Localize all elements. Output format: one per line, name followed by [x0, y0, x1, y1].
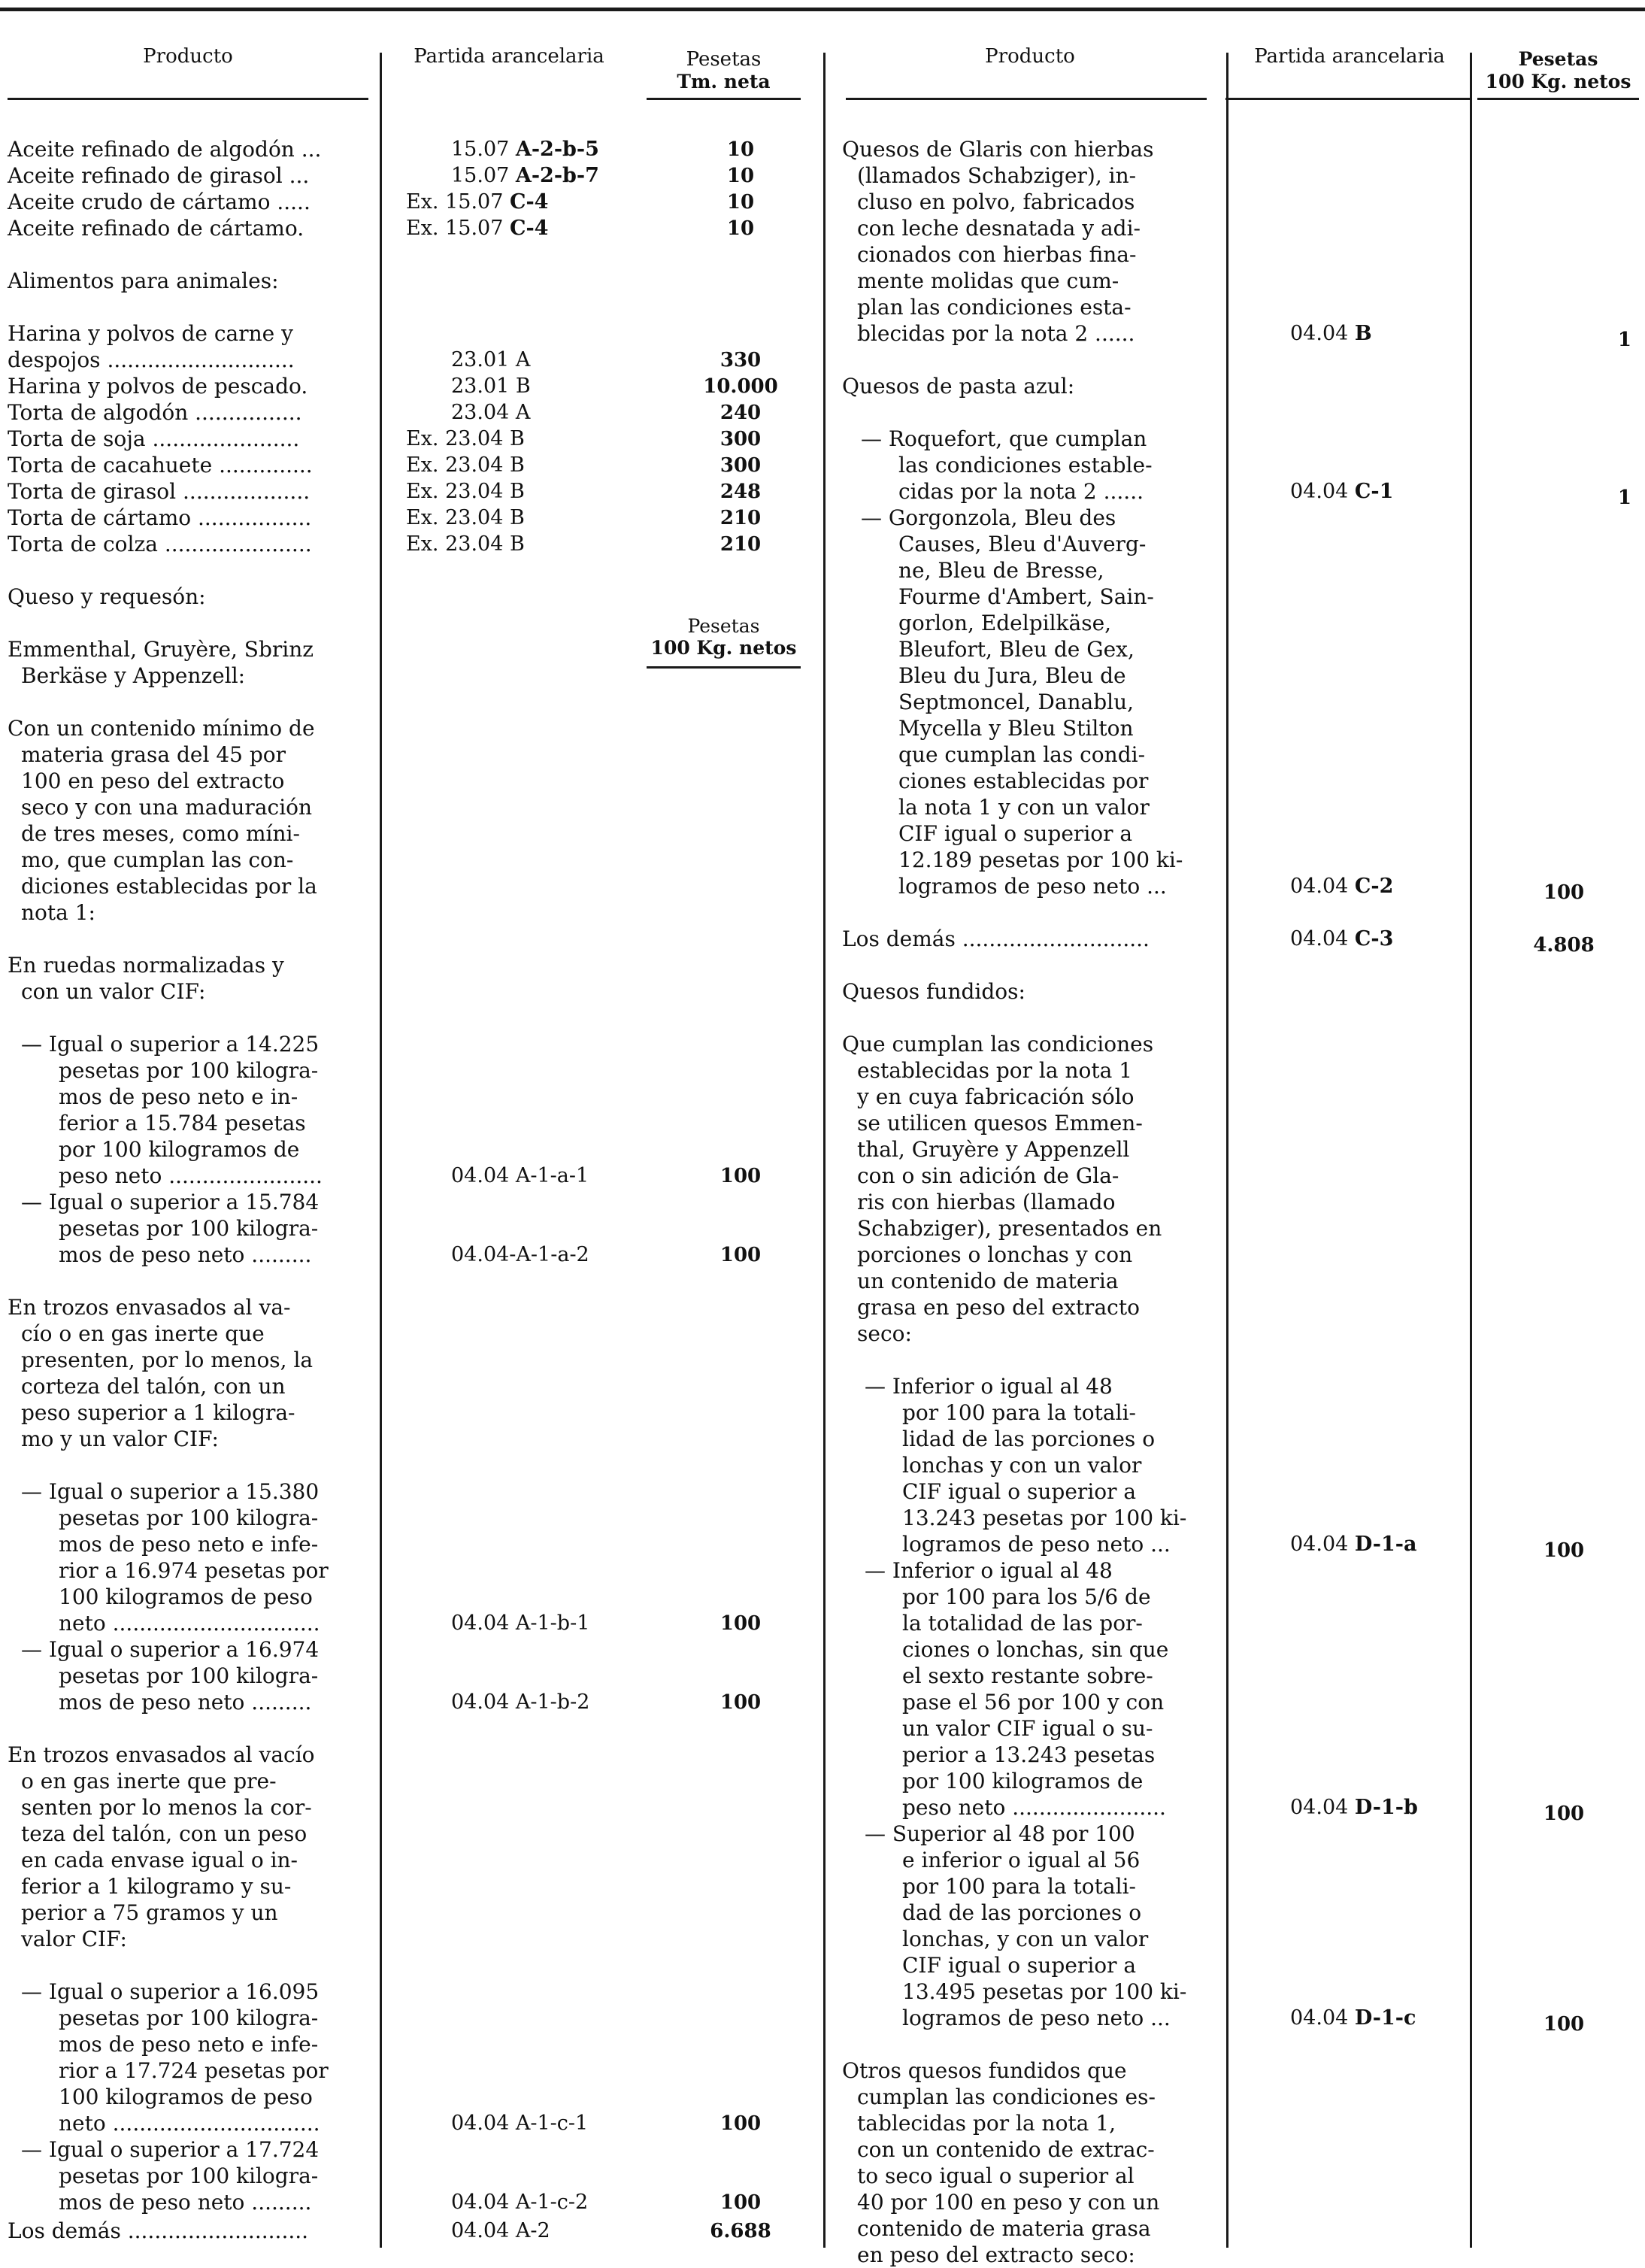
header-underline: [647, 98, 801, 100]
left-line: con un valor CIF:: [21, 979, 206, 1004]
left-line: ferior a 15.784 pesetas: [59, 1111, 306, 1136]
col-rule: [1226, 53, 1228, 2248]
left-line: senten por lo menos la cor-: [21, 1795, 312, 1820]
right-line: logramos de peso neto ...: [902, 1532, 1171, 1557]
left-line: mos de peso neto .........: [59, 1242, 312, 1267]
right-line: CIF igual o superior a: [902, 1953, 1137, 1978]
right-value: 100: [1543, 1539, 1585, 1562]
left-code-number: 15.07: [451, 138, 516, 161]
left-code: [406, 190, 548, 215]
left-line: Alimentos para animales:: [8, 268, 279, 293]
right-line: porciones o lonchas y con: [857, 1242, 1133, 1267]
right-line: con un contenido de extrac-: [857, 2137, 1155, 2162]
right-line: mente molidas que cum-: [857, 268, 1119, 293]
right-code-number: 04.04: [1290, 1533, 1355, 1556]
right-code: [1290, 479, 1393, 505]
left-line: peso neto .......................: [59, 1163, 323, 1188]
right-line: gorlon, Edelpilkäse,: [898, 611, 1112, 635]
left-code-number: 04.04 A-1-b-2: [451, 1690, 590, 1714]
right-line: contenido de materia grasa: [857, 2216, 1151, 2241]
left-code: [406, 532, 525, 557]
right-line: grasa en peso del extracto: [857, 1295, 1140, 1320]
right-line: Fourme d'Ambert, Sain-: [898, 584, 1154, 609]
left-line: rior a 16.974 pesetas por: [59, 1558, 329, 1583]
left-code-number: 04.04 A-1-c-1: [451, 2112, 589, 2135]
left-line: mos de peso neto .........: [59, 1690, 312, 1715]
right-line: se utilicen quesos Emmen-: [857, 1111, 1143, 1136]
left-code-suffix: C-4: [509, 217, 549, 240]
right-line: CIF igual o superior a: [898, 821, 1133, 846]
left-line: — Igual o superior a 17.724: [21, 2137, 320, 2162]
right-line: un contenido de materia: [857, 1269, 1119, 1293]
right-line: seco:: [857, 1321, 912, 1346]
right-line: por 100 kilogramos de: [902, 1769, 1144, 1793]
header-producto-right: Producto: [985, 45, 1075, 68]
right-line: Quesos fundidos:: [842, 979, 1025, 1004]
right-line: Bleufort, Bleu de Gex,: [898, 637, 1135, 662]
right-line: la nota 1 y con un valor: [898, 795, 1150, 820]
left-code: [406, 426, 525, 452]
right-line: Bleu du Jura, Bleu de: [898, 663, 1126, 688]
left-line: pesetas por 100 kilogra-: [59, 1663, 319, 1688]
left-line: pesetas por 100 kilogra-: [59, 2163, 319, 2188]
right-line: thal, Gruyère y Appenzell: [857, 1137, 1130, 1162]
left-code-number: Ex. 23.04 B: [406, 427, 525, 450]
right-value: 100: [1543, 1803, 1585, 1825]
left-code-number: Ex. 23.04 B: [406, 532, 525, 556]
left-code-number: 23.01 A: [451, 348, 531, 371]
right-line: cidas por la nota 2 ......: [898, 479, 1144, 504]
right-line: Quesos de pasta azul:: [842, 374, 1075, 399]
left-line: pesetas por 100 kilogra-: [59, 1216, 319, 1241]
left-value: 300: [719, 428, 762, 450]
right-line: — Inferior o igual al 48: [865, 1374, 1113, 1399]
left-code-number: 04.04-A-1-a-2: [451, 1243, 589, 1266]
col-rule: [823, 53, 826, 2248]
left-subheader-2: 100 Kg. netos: [650, 637, 797, 659]
right-line: en peso del extracto seco:: [857, 2242, 1135, 2267]
left-line: Torta de algodón ................: [8, 400, 302, 425]
left-line: — Igual o superior a 16.095: [21, 1979, 320, 2004]
right-line: ciones o lonchas, sin que: [902, 1637, 1169, 1662]
right-value: 100: [1543, 2013, 1585, 2036]
left-line: cío o en gas inerte que: [21, 1321, 265, 1346]
header-underline: [1225, 98, 1470, 100]
right-line: el sexto restante sobre-: [902, 1663, 1153, 1688]
left-line: mos de peso neto e infe-: [59, 1532, 319, 1557]
header-producto-left: Producto: [143, 45, 233, 68]
right-line: plan las condiciones esta-: [857, 295, 1132, 320]
left-line: pesetas por 100 kilogra-: [59, 2006, 319, 2030]
right-line: Schabziger), presentados en: [857, 1216, 1162, 1241]
left-line: mo y un valor CIF:: [21, 1427, 219, 1451]
right-code: [1290, 1532, 1417, 1557]
left-value: 100: [719, 1612, 762, 1635]
left-value: 6.688: [710, 2220, 771, 2242]
left-code: [451, 2218, 550, 2244]
right-line: por 100 para los 5/6 de: [902, 1584, 1151, 1609]
right-line: cumplan las condiciones es-: [857, 2085, 1156, 2109]
left-line: mos de peso neto e in-: [59, 1084, 298, 1109]
right-code: [1290, 1795, 1418, 1821]
header-underline: [1477, 98, 1639, 100]
right-code-suffix: D-1-a: [1354, 1533, 1417, 1556]
left-code-number: Ex. 15.07: [406, 190, 510, 214]
left-line: en cada envase igual o in-: [21, 1848, 298, 1872]
left-line: Berkäse y Appenzell:: [21, 663, 246, 688]
right-line: ris con hierbas (llamado: [857, 1190, 1116, 1214]
left-line: pesetas por 100 kilogra-: [59, 1058, 319, 1083]
left-code-number: Ex. 23.04 B: [406, 506, 525, 529]
left-code-suffix: A-2-b-7: [515, 164, 599, 187]
right-line: lonchas y con un valor: [902, 1453, 1142, 1478]
left-line: Torta de colza ......................: [8, 532, 312, 556]
right-value: 100: [1543, 881, 1585, 904]
right-code-suffix: C-1: [1354, 480, 1394, 503]
right-line: lidad de las porciones o: [902, 1427, 1156, 1451]
left-value: 100: [719, 1244, 762, 1266]
left-code: [451, 137, 599, 162]
left-line: Aceite refinado de girasol ...: [8, 163, 310, 188]
right-line: con o sin adición de Gla-: [857, 1163, 1119, 1188]
right-line: con leche desnatada y adi-: [857, 216, 1141, 241]
left-line: nota 1:: [21, 900, 95, 925]
header-pesetas-left-2: Tm. neta: [677, 71, 771, 92]
left-value: 100: [719, 1691, 762, 1714]
header-pesetas-right: [1474, 48, 1643, 93]
right-code-suffix: B: [1354, 322, 1372, 345]
right-line: cionados con hierbas fina-: [857, 242, 1137, 267]
left-code: [451, 400, 530, 426]
left-line: Aceite refinado de cártamo.: [8, 216, 304, 241]
right-code-suffix: D-1-b: [1354, 1796, 1418, 1819]
header-pesetas-right-2: 100 Kg. netos: [1485, 71, 1631, 92]
left-code: [451, 347, 530, 373]
left-line: o en gas inerte que pre-: [21, 1769, 277, 1793]
left-line: Queso y requesón:: [8, 584, 206, 609]
right-line: peso neto .......................: [902, 1795, 1166, 1820]
left-line: Con un contenido mínimo de: [8, 716, 315, 741]
left-value: 210: [719, 533, 762, 556]
left-code: [451, 2111, 588, 2136]
right-line: que cumplan las condi-: [898, 742, 1146, 767]
left-line: neto ...............................: [59, 1611, 320, 1636]
left-code: [451, 1690, 589, 1715]
left-line: 100 kilogramos de peso: [59, 2085, 313, 2109]
left-value: 248: [719, 481, 762, 503]
right-code-number: 04.04: [1290, 480, 1355, 503]
left-line: diciones establecidas por la: [21, 874, 317, 899]
left-line: Harina y polvos de pescado.: [8, 374, 308, 399]
right-code-suffix: C-2: [1354, 875, 1394, 898]
right-line: la totalidad de las por-: [902, 1611, 1143, 1636]
left-line: corteza del talón, con un: [21, 1374, 286, 1399]
left-code-number: 23.04 A: [451, 401, 531, 424]
right-code-number: 04.04: [1290, 322, 1355, 345]
left-code: [451, 1242, 589, 1268]
col-rule: [380, 53, 382, 2248]
right-code-number: 04.04: [1290, 875, 1355, 898]
left-line: 100 kilogramos de peso: [59, 1584, 313, 1609]
left-line: Torta de cacahuete ..............: [8, 453, 313, 478]
right-line: — Gorgonzola, Bleu des: [861, 505, 1116, 530]
left-line: materia grasa del 45 por: [21, 742, 286, 767]
right-line: tablecidas por la nota 1,: [857, 2111, 1116, 2136]
left-line: En trozos envasados al vacío: [8, 1742, 315, 1767]
left-code-suffix: C-4: [509, 190, 549, 214]
left-code: [406, 453, 525, 478]
left-line: mos de peso neto .........: [59, 2190, 312, 2215]
right-line: — Superior al 48 por 100: [865, 1821, 1135, 1846]
right-line: por 100 para la totali-: [902, 1400, 1136, 1425]
left-value: 240: [719, 402, 762, 424]
right-line: pase el 56 por 100 y con: [902, 1690, 1165, 1715]
right-line: 40 por 100 en peso y con un: [857, 2190, 1160, 2215]
left-line: rior a 17.724 pesetas por: [59, 2058, 329, 2083]
right-line: por 100 para la totali-: [902, 1874, 1136, 1899]
right-line: e inferior o igual al 56: [902, 1848, 1141, 1872]
right-code-suffix: D-1-c: [1354, 2006, 1416, 2030]
right-code: [1290, 2006, 1416, 2031]
right-line: perior a 13.243 pesetas: [902, 1742, 1156, 1767]
left-value: 100: [719, 2191, 762, 2214]
left-line: ferior a 1 kilogramo y su-: [21, 1874, 292, 1899]
left-line: mo, que cumplan las con-: [21, 847, 294, 872]
left-value: 10: [726, 217, 755, 240]
header-pesetas-left-1: Pesetas: [686, 48, 762, 71]
right-code-number: 04.04: [1290, 927, 1355, 951]
right-line: Que cumplan las condiciones: [842, 1032, 1154, 1057]
header-underline: [8, 98, 368, 100]
header-partida-left: Partida arancelaria: [414, 45, 604, 68]
right-line: Quesos de Glaris con hierbas: [842, 137, 1154, 162]
right-value: 4.808: [1533, 934, 1595, 957]
right-line: 12.189 pesetas por 100 ki-: [898, 847, 1183, 872]
left-line: Los demás ...........................: [8, 2218, 309, 2243]
right-line: las condiciones estable-: [898, 453, 1153, 478]
subheader-underline: [647, 666, 801, 669]
left-code: [451, 374, 531, 399]
left-line: Emmenthal, Gruyère, Sbrinz: [8, 637, 314, 662]
left-line: — Igual o superior a 15.784: [21, 1190, 320, 1214]
right-line: Otros quesos fundidos que: [842, 2058, 1127, 2083]
left-value: 10.000: [703, 375, 778, 398]
left-line: despojos ............................: [8, 347, 295, 372]
left-line: — Igual o superior a 15.380: [21, 1479, 320, 1504]
left-value: 100: [719, 1165, 762, 1187]
left-code-number: 04.04 A-2: [451, 2219, 550, 2242]
left-line: perior a 75 gramos y un: [21, 1900, 278, 1925]
left-value: 10: [726, 191, 755, 214]
header-pesetas-right-1: Pesetas: [1518, 48, 1598, 70]
left-code-number: 04.04 A-1-b-1: [451, 1612, 590, 1635]
col-rule: [1470, 53, 1472, 2248]
left-value: 330: [719, 349, 762, 371]
right-line: y en cuya fabricación sólo: [857, 1084, 1135, 1109]
left-subheader: [639, 615, 808, 659]
right-line: establecidas por la nota 1: [857, 1058, 1133, 1083]
right-line: Causes, Bleu d'Auverg-: [898, 532, 1147, 556]
top-rule: [0, 8, 1645, 11]
left-code: [451, 2190, 588, 2215]
right-code-number: 04.04: [1290, 2006, 1355, 2030]
right-value: 1: [1617, 329, 1631, 351]
left-code-number: 04.04 A-1-c-2: [451, 2191, 589, 2214]
left-code: [451, 163, 599, 189]
left-line: Torta de cártamo .................: [8, 505, 312, 530]
left-code-number: Ex. 23.04 B: [406, 453, 525, 477]
left-line: En trozos envasados al va-: [8, 1295, 291, 1320]
left-line: por 100 kilogramos de: [59, 1137, 300, 1162]
right-line: (llamados Schabziger), in-: [857, 163, 1137, 188]
left-value: 100: [719, 2112, 762, 2135]
left-line: seco y con una maduración: [21, 795, 313, 820]
right-line: 13.495 pesetas por 100 ki-: [902, 1979, 1187, 2004]
left-code-number: Ex. 15.07: [406, 217, 510, 240]
right-value: 1: [1617, 487, 1631, 509]
left-code: [451, 1163, 589, 1189]
right-line: ciones establecidas por: [898, 769, 1149, 793]
right-line: Los demás ............................: [842, 926, 1150, 951]
right-code: [1290, 874, 1393, 899]
left-value: 10: [726, 165, 755, 187]
left-line: Aceite refinado de algodón ...: [8, 137, 322, 162]
right-code-suffix: C-3: [1354, 927, 1394, 951]
right-line: blecidas por la nota 2 ......: [857, 321, 1135, 346]
right-line: logramos de peso neto ...: [898, 874, 1167, 899]
left-code: [406, 505, 525, 531]
right-code: [1290, 926, 1393, 952]
left-line: 100 en peso del extracto: [21, 769, 285, 793]
left-line: teza del talón, con un peso: [21, 1821, 307, 1846]
left-code: [406, 479, 525, 505]
left-code: [451, 1611, 589, 1636]
left-subheader-1: Pesetas: [687, 615, 760, 637]
left-value: 10: [726, 138, 755, 161]
right-line: — Roquefort, que cumplan: [861, 426, 1147, 451]
left-line: valor CIF:: [21, 1927, 127, 1951]
left-code-number: Ex. 23.04 B: [406, 480, 525, 503]
header-partida-right: Partida arancelaria: [1254, 45, 1445, 68]
header-underline: [846, 98, 1207, 100]
left-line: Aceite crudo de cártamo .....: [8, 190, 311, 214]
right-line: cluso en polvo, fabricados: [857, 190, 1135, 214]
left-line: Torta de soja ......................: [8, 426, 300, 451]
left-code-number: 04.04 A-1-a-1: [451, 1164, 589, 1187]
left-line: Torta de girasol ...................: [8, 479, 311, 504]
left-line: neto ...............................: [59, 2111, 320, 2136]
right-line: dad de las porciones o: [902, 1900, 1142, 1925]
left-line: — Igual o superior a 16.974: [21, 1637, 320, 1662]
left-line: presenten, por lo menos, la: [21, 1348, 314, 1372]
right-line: Septmoncel, Danablu,: [898, 690, 1135, 714]
right-code: [1290, 321, 1372, 347]
left-code-number: 23.01 B: [451, 374, 531, 398]
left-code: [406, 216, 548, 241]
left-line: de tres meses, como míni-: [21, 821, 300, 846]
right-line: CIF igual o superior a: [902, 1479, 1137, 1504]
left-value: 210: [719, 507, 762, 529]
left-line: pesetas por 100 kilogra-: [59, 1505, 319, 1530]
right-line: Mycella y Bleu Stilton: [898, 716, 1134, 741]
right-line: 13.243 pesetas por 100 ki-: [902, 1505, 1187, 1530]
right-line: lonchas, y con un valor: [902, 1927, 1149, 1951]
left-code-suffix: A-2-b-5: [515, 138, 599, 161]
right-line: ne, Bleu de Bresse,: [898, 558, 1104, 583]
right-line: logramos de peso neto ...: [902, 2006, 1171, 2030]
left-line: mos de peso neto e infe-: [59, 2032, 319, 2057]
right-line: to seco igual o superior al: [857, 2163, 1135, 2188]
left-value: 300: [719, 454, 762, 477]
left-line: — Igual o superior a 14.225: [21, 1032, 320, 1057]
left-line: Harina y polvos de carne y: [8, 321, 293, 346]
left-line: peso superior a 1 kilogra-: [21, 1400, 295, 1425]
right-line: — Inferior o igual al 48: [865, 1558, 1113, 1583]
left-code-number: 15.07: [451, 164, 516, 187]
left-line: En ruedas normalizadas y: [8, 953, 284, 978]
right-line: un valor CIF igual o su-: [902, 1716, 1153, 1741]
right-code-number: 04.04: [1290, 1796, 1355, 1819]
header-pesetas-left: [639, 48, 808, 93]
